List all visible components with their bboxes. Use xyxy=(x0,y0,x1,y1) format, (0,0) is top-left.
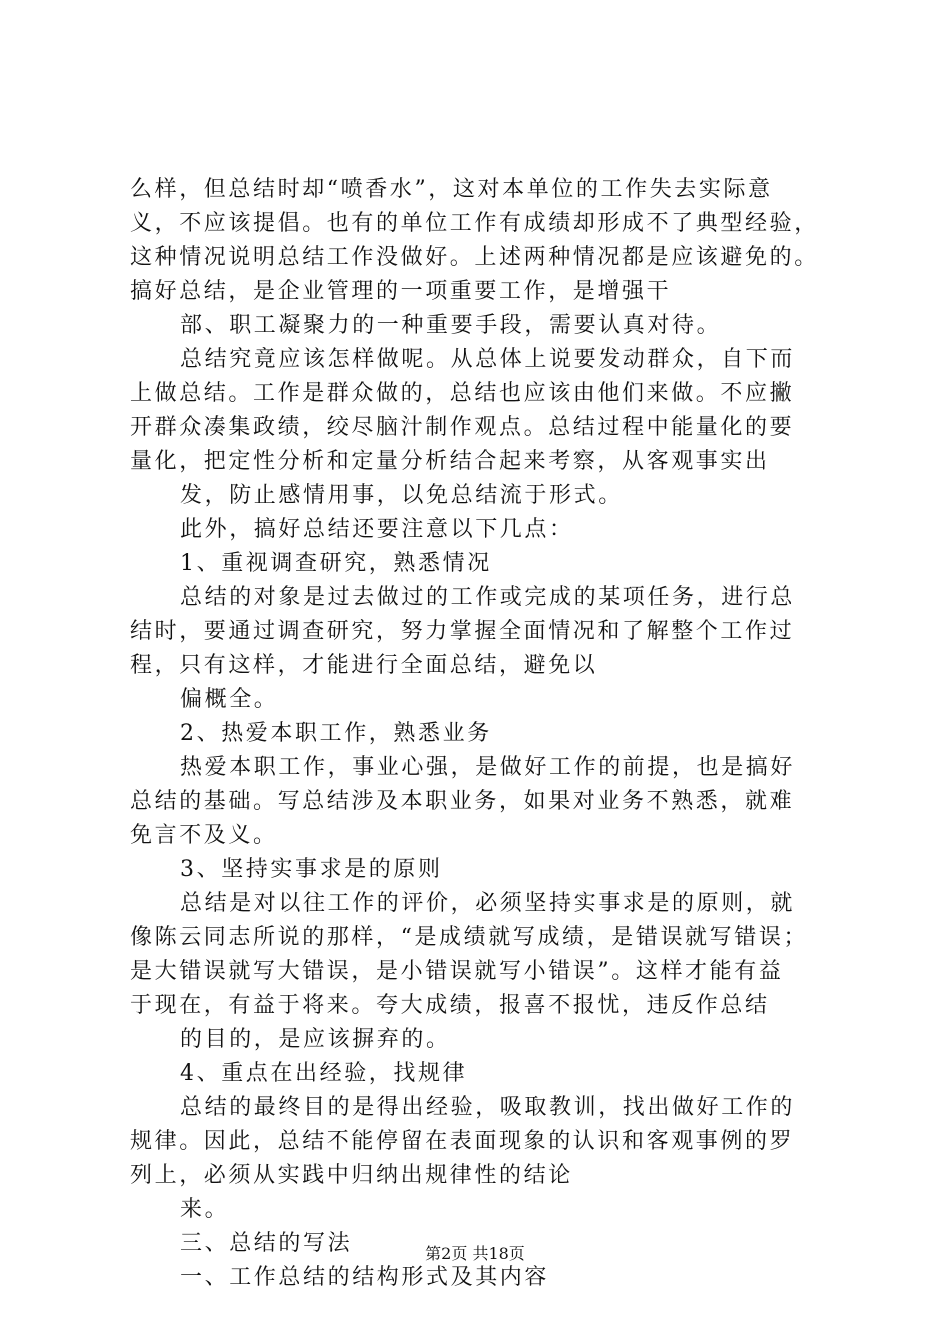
text-line: 是大错误就写大错误，是小错误就写小错误”。这样才能有益 xyxy=(130,959,784,984)
text-line: 3、坚持实事求是的原则 xyxy=(180,857,443,882)
text-line: 总结究竟应该怎样做呢。从总体上说要发动群众，自下而 xyxy=(180,347,796,372)
document-body xyxy=(130,173,850,1295)
text-line: 总结是对以往工作的评价，必须坚持实事求是的原则，就 xyxy=(180,891,796,916)
page-footer: 第2页 共18页 xyxy=(425,1244,525,1263)
text-line: 一、工作总结的结构形式及其内容 xyxy=(180,1265,550,1290)
text-line: 结时，要通过调查研究，努力掌握全面情况和了解整个工作过 xyxy=(130,619,795,644)
text-line: 总结的基础。写总结涉及本职业务，如果对业务不熟悉，就难 xyxy=(130,789,795,814)
text-line: 来。 xyxy=(180,1197,230,1222)
text-line: 4、重点在出经验，找规律 xyxy=(180,1061,468,1086)
text-line: 热爱本职工作，事业心强，是做好工作的前提，也是搞好 xyxy=(180,755,796,780)
text-line: 列上，必须从实践中归纳出规律性的结论 xyxy=(130,1163,573,1188)
text-line: 2、热爱本职工作，熟悉业务 xyxy=(180,721,492,746)
text-line: 上做总结。工作是群众做的，总结也应该由他们来做。不应撇 xyxy=(130,381,795,406)
text-line: 于现在，有益于将来。夸大成绩，报喜不报忧，违反作总结 xyxy=(130,993,770,1018)
text-line: 程，只有这样，才能进行全面总结，避免以 xyxy=(130,653,598,678)
text-line: 三、总结的写法 xyxy=(180,1231,353,1256)
text-line: 免言不及义。 xyxy=(130,823,278,848)
text-line: 这种情况说明总结工作没做好。上述两种情况都是应该避免的。 xyxy=(130,245,819,270)
text-line: 偏概全。 xyxy=(180,687,279,712)
text-line: 量化，把定性分析和定量分析结合起来考察，从客观事实出 xyxy=(130,449,770,474)
text-line: 搞好总结，是企业管理的一项重要工作，是增强干 xyxy=(130,279,672,304)
text-line: 此外，搞好总结还要注意以下几点： xyxy=(180,517,574,542)
text-line: 1、重视调查研究，熟悉情况 xyxy=(180,551,492,576)
text-line: 总结的最终目的是得出经验，吸取教训，找出做好工作的 xyxy=(180,1095,796,1120)
text-line: 么样，但总结时却“喷香水”，这对本单位的工作失去实际意 xyxy=(130,177,773,202)
text-line: 的目的，是应该摒弃的。 xyxy=(180,1027,451,1052)
text-line: 规律。因此，总结不能停留在表面现象的认识和客观事例的罗 xyxy=(130,1129,795,1154)
text-line: 总结的对象是过去做过的工作或完成的某项任务，进行总 xyxy=(180,585,796,610)
text-line: 像陈云同志所说的那样，“是成绩就写成绩，是错误就写错误； xyxy=(130,925,809,950)
text-line: 义，不应该提倡。也有的单位工作有成绩却形成不了典型经验， xyxy=(130,211,819,236)
text-line: 部、职工凝聚力的一种重要手段，需要认真对待。 xyxy=(180,313,722,338)
text-line: 发，防止感情用事，以免总结流于形式。 xyxy=(180,483,623,508)
text-line: 开群众凑集政绩，绞尽脑汁制作观点。总结过程中能量化的要 xyxy=(130,415,795,440)
